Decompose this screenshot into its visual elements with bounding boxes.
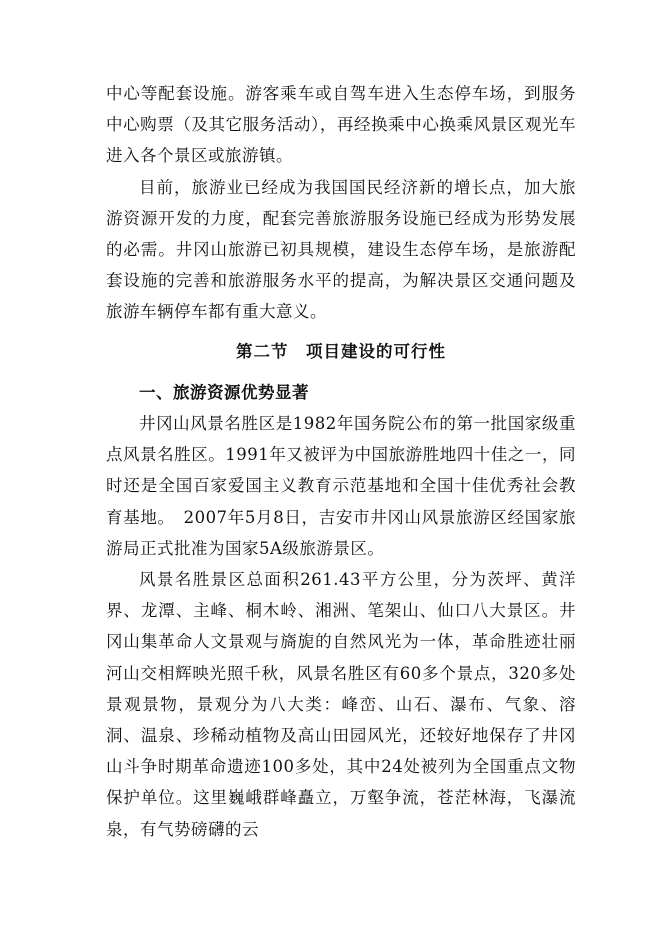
paragraph-scenic-area-overview: 风景名胜景区总面积261.43平方公里，分为茨坪、黄洋界、龙潭、主峰、桐木岭、湘洲、笔架山、仙口八大景区。井冈山集革命人文景观与旖旎的自然风光为一体，革命胜迹壮丽河山交相辉映光照千秋，风景名胜区有60多个景点，320多处景观景物，景观分为八大类：峰峦、山石、瀑布、气象、溶洞、温泉、珍稀动植物及高山田园风光，还较好地保存了井冈山斗争时期革命遗迹100多处，其中24处被列为全国重点文物保护单位。这里巍峨群峰矗立，万壑争流，苍茫林海，飞瀑流泉，有气势磅礴的云 [106, 570, 576, 839]
paragraph-tourism-development: 目前，旅游业已经成为我国国民经济新的增长点，加大旅游资源开发的力度，配套完善旅游服务设施已经成为形势发展的必需。井冈山旅游已初具规模，建设生态停车场，是旅游配套设施的完善和旅游服务水平的提高，为解决景区交通问题及旅游车辆停车都有重大意义。 [106, 177, 576, 322]
paragraph-continuation: 中心等配套设施。游客乘车或自驾车进入生态停车场，到服务中心购票（及其它服务活动），再经换乘中心换乘风景区观光车进入各个景区或旅游镇。 [106, 84, 576, 166]
paragraph-scenic-area-history: 井冈山风景名胜区是1982年国务院公布的第一批国家级重点风景名胜区。1991年又被评为中国旅游胜地四十佳之一，同时还是全国百家爱国主义教育示范基地和全国十佳优秀社会教育基地。 2007年5月8日，吉安市井冈山风景旅游区经国家旅游局正式批准为国家5A级旅游景区。 [106, 414, 576, 558]
section-title: 第二节 项目建设的可行性 [236, 341, 446, 361]
subsection-title: 一、旅游资源优势显著 [139, 382, 309, 402]
document-page [106, 78, 576, 845]
